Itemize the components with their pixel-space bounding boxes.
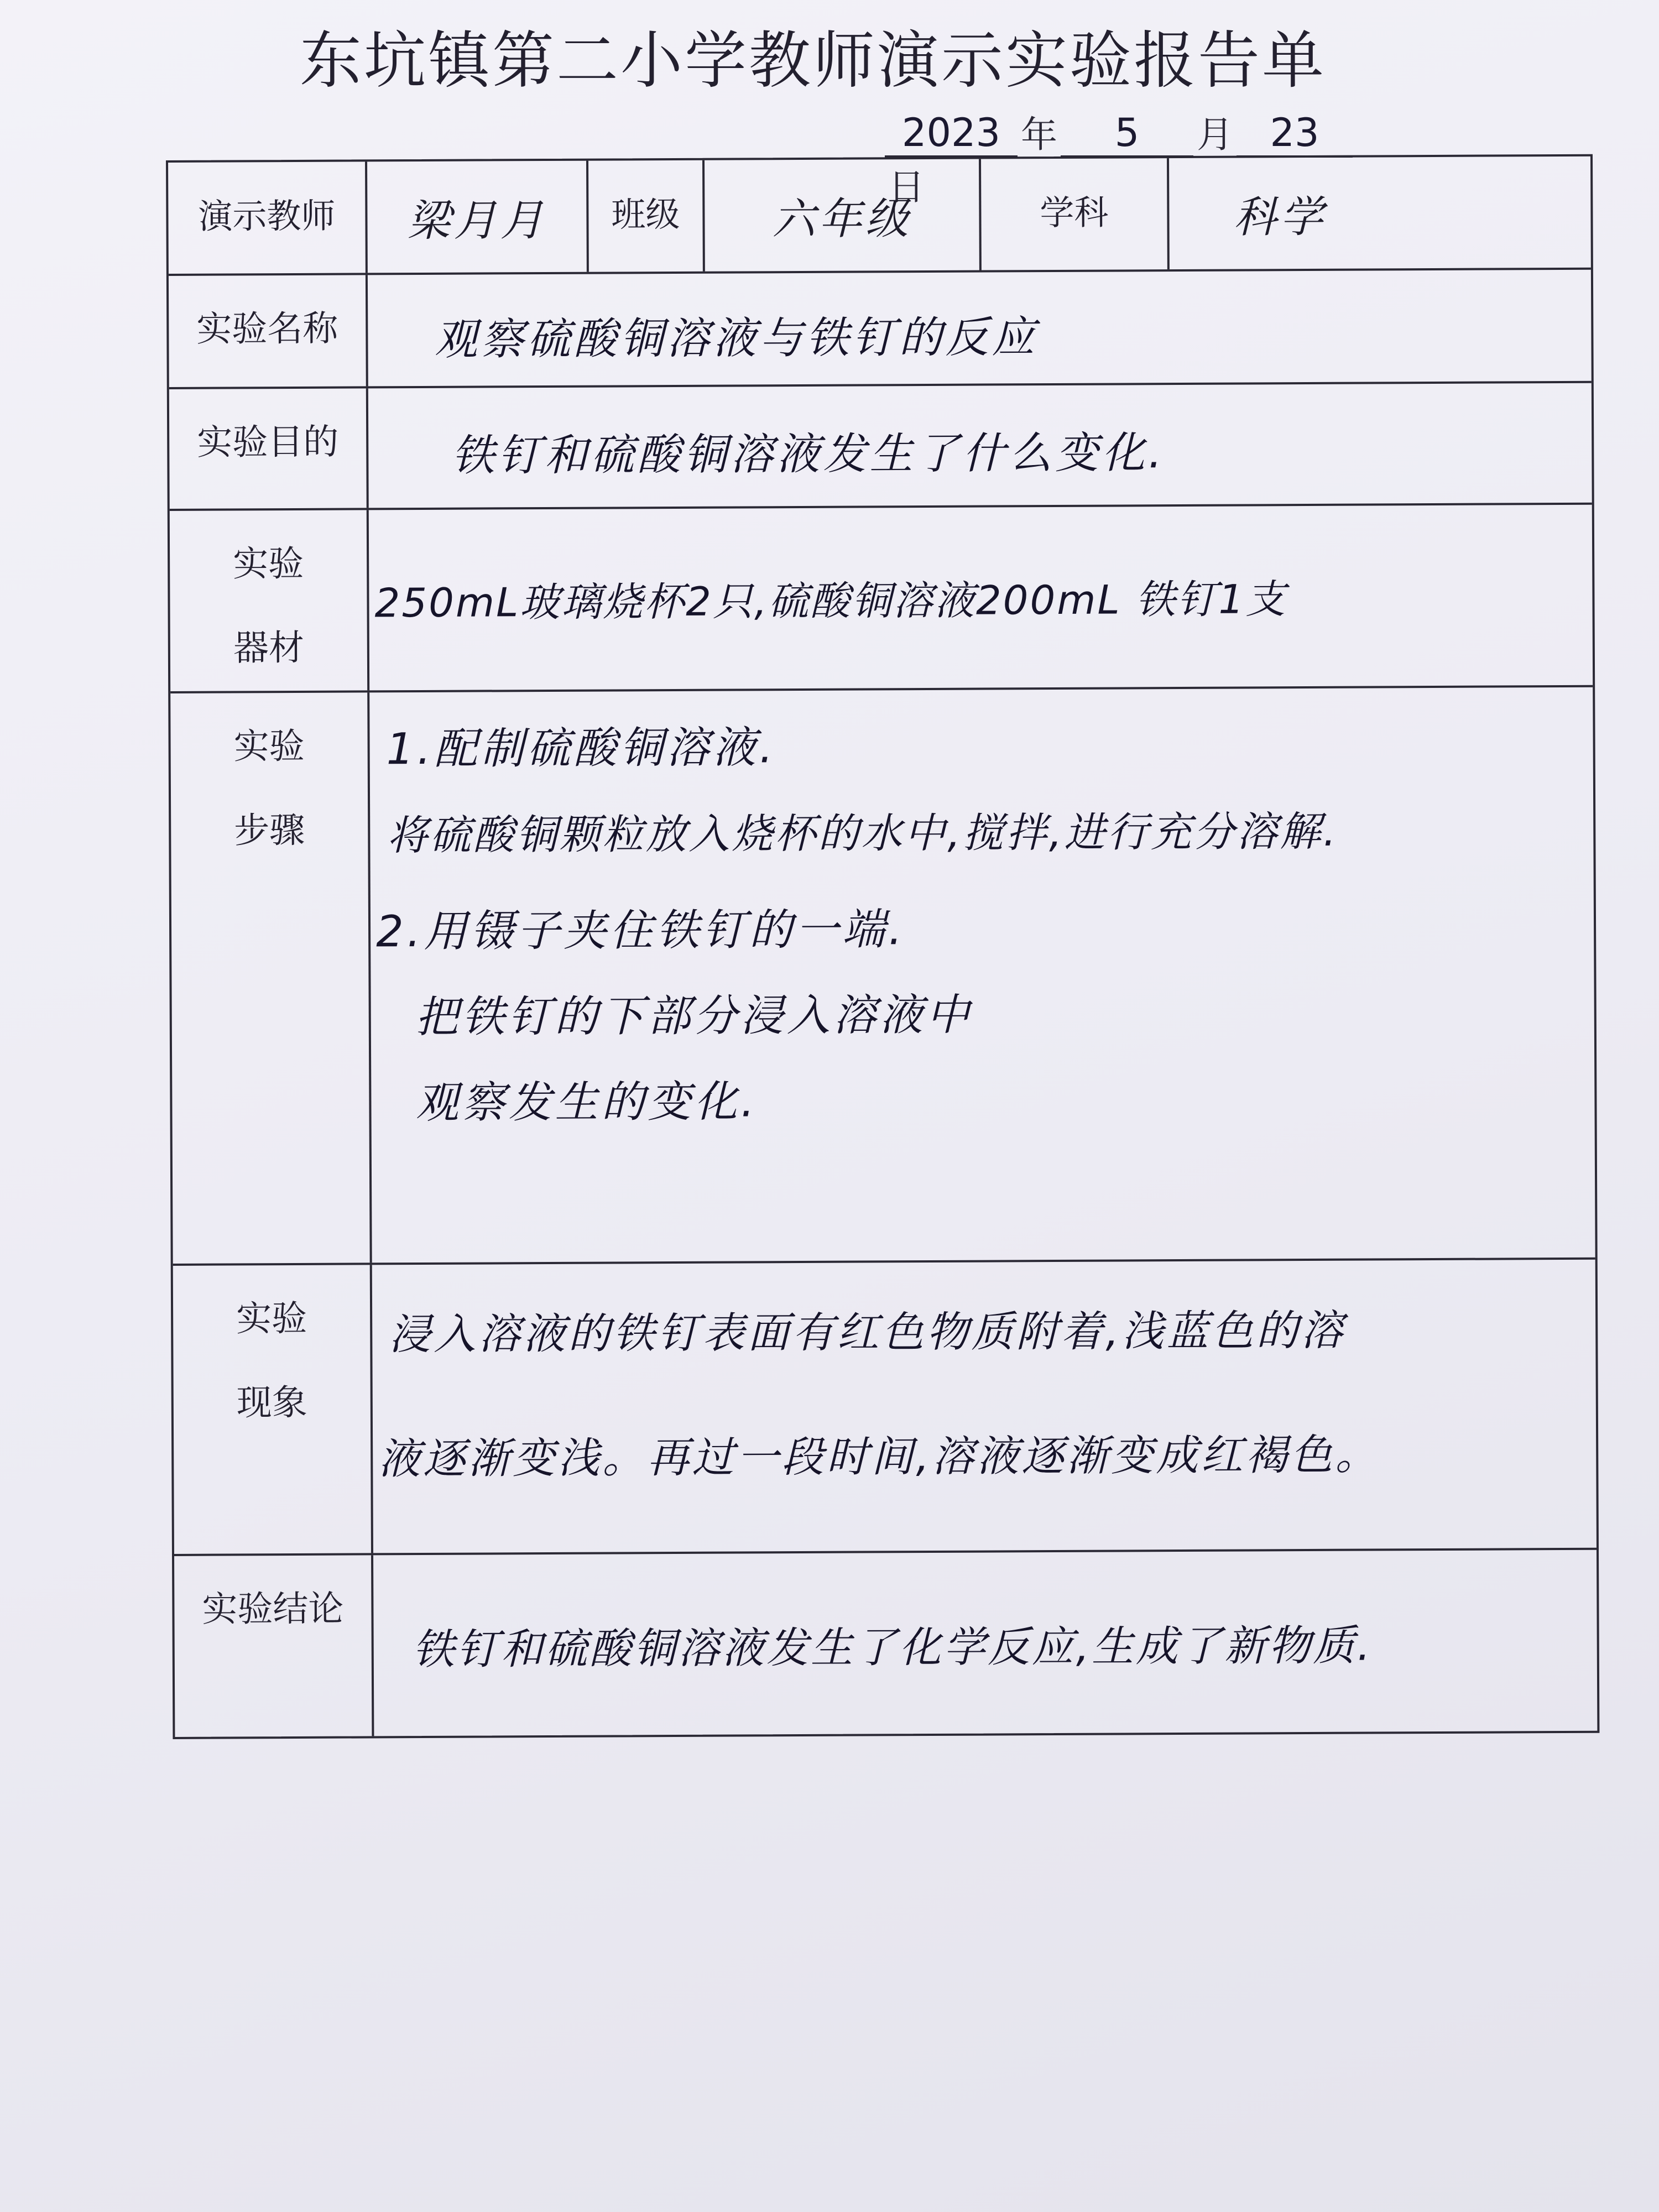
class-value: 六年级 [705,159,982,272]
materials-label [170,510,369,691]
conclusion-content [373,1550,1597,1736]
phenomenon-line: 浸入溶液的铁钉表面有红色物质附着,浅蓝色的溶 [389,1305,1346,1359]
conclusion-label: 实验结论 [174,1555,374,1737]
report-title: 东坑镇第二小学教师演示实验报告单 [300,25,1326,97]
purpose-value: 铁钉和硫酸铜溶液发生了什么变化. [451,428,1166,481]
teacher-value: 梁月月 [367,161,589,273]
date-year-unit: 年 [1021,113,1057,156]
name-value: 观察硫酸铜溶液与铁钉的反应 [434,312,1039,365]
phenomenon-label [173,1265,373,1554]
report-form-table [166,154,1599,1739]
purpose-label: 实验目的 [169,388,369,509]
phenomenon-content [372,1260,1597,1553]
date-month: 5 [1061,110,1193,158]
subject-value: 科学 [1233,192,1327,243]
materials-label-line-1: 实验 [233,543,304,585]
steps-label [170,692,372,1264]
step-line: 1.配制硫酸铜溶液. [386,723,777,775]
materials-label-line-2: 器材 [233,627,305,669]
materials-value: 250mL玻璃烧杯2只,硫酸铜溶液200mL 铁钉1支 [374,576,1287,627]
date-day: 23 [1237,110,1353,158]
date-year: 2023 [885,110,1018,158]
date-month-unit: 月 [1197,113,1233,156]
phenomenon-row [173,1260,1597,1556]
phenomenon-label-line-2: 现象 [236,1382,307,1424]
header-row [168,156,1591,276]
materials-row [170,505,1593,693]
phenomenon-label-line-1: 实验 [236,1298,307,1340]
steps-row [170,687,1595,1266]
purpose-row [169,383,1592,511]
phenomenon-line: 液逐渐变浅。再过一段时间,溶液逐渐变成红褐色。 [378,1430,1380,1484]
name-content [368,270,1592,387]
conclusion-value: 铁钉和硫酸铜溶液发生了化学反应,生成了新物质. [412,1620,1373,1674]
materials-content [369,505,1593,691]
step-line: 将硫酸铜颗粒放入烧杯的水中,搅拌,进行充分溶解. [387,807,1339,860]
conclusion-row [174,1550,1597,1737]
steps-content [369,687,1595,1263]
step-line: 观察发生的变化. [415,1077,758,1129]
name-row [169,270,1592,389]
step-line: 把铁钉的下部分浸入溶液中 [415,990,973,1043]
steps-label-line-1: 实验 [233,726,305,768]
date-day-unit: 日 [888,166,925,208]
name-label: 实验名称 [169,275,368,387]
class-label: 班级 [588,160,705,272]
step-line: 2.用镊子夹住铁钉的一端. [375,905,906,957]
purpose-content [368,383,1592,508]
subject-label: 学科 [981,158,1170,270]
steps-label-line-2: 步骤 [234,810,305,852]
teacher-label: 演示教师 [168,161,368,274]
